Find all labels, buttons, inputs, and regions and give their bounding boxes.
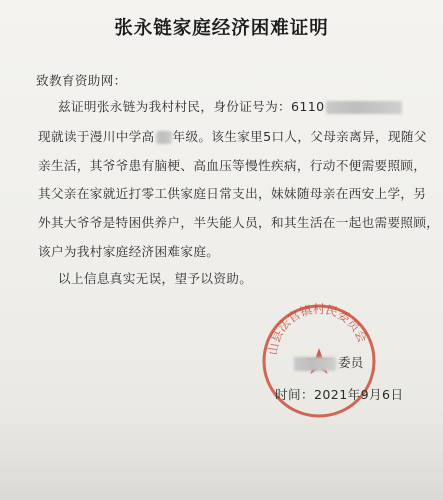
paragraph-2: 以上信息真实无误，望予以资助。 [58,271,253,286]
redacted-id-number [326,101,402,114]
salutation: 致教育资助网： [36,73,127,88]
signature-line [294,352,363,371]
paragraph-1-line-3: 亲生活，其爷爷患有脑梗、高血压等慢性疾病，行动不便需要照顾， [38,158,427,173]
school-text: 现就读于漫川中学高 [38,129,155,144]
document-title: 张永链家庭经济困难证明 [114,18,329,39]
paragraph-1-line-1 [58,96,402,115]
paper-shadow [0,410,443,500]
redacted-signature [294,357,336,371]
signature-suffix: 委员 [338,355,364,370]
redacted-grade [156,131,172,144]
date-line: 时间：2021年9月6日 [275,387,404,402]
stamp-text: 山县法官镇村民委员会 [265,302,370,356]
id-number-text: 兹证明张永链为我村村民，身份证号为：6110 [58,99,325,114]
paragraph-1-line-5: 外其大爷爷是特困供养户，半失能人员，和其生活在一起也需要照顾， [38,215,440,230]
paragraph-1-line-4: 其父亲在家就近打零工供家庭日常支出，妹妹随母亲在西安上学，另 [38,186,427,201]
paragraph-1-line-6: 该户为我村家庭经济困难家庭。 [38,244,220,259]
family-text: 年级。该生家里5口人，父母亲离异，现随父 [172,129,427,144]
paragraph-1-line-2 [38,126,427,145]
